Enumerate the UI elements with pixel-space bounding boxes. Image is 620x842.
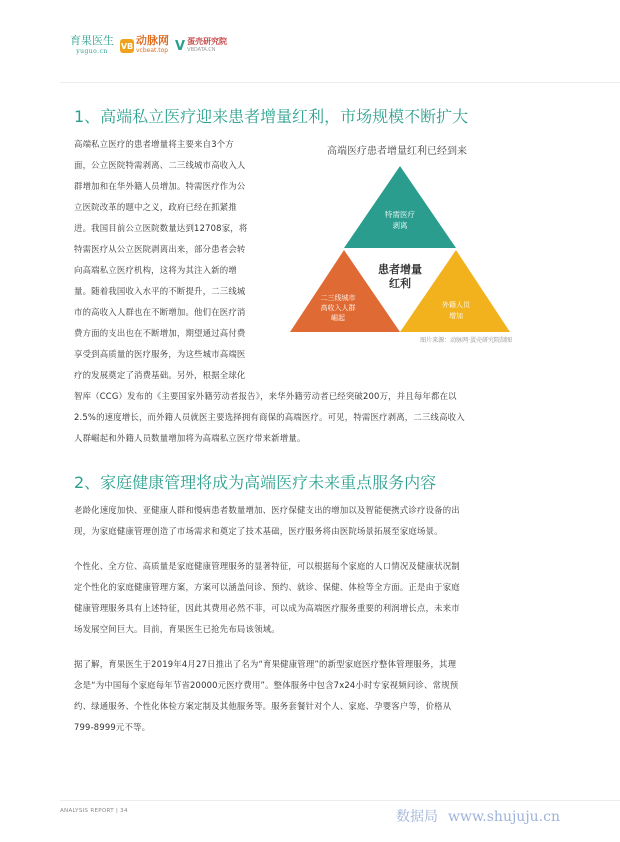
yuguo-logo bbox=[70, 35, 114, 57]
section1-title: 1、高端私立医疗迎来患者增量红利，市场规模不断扩大 bbox=[74, 107, 469, 126]
text-line: 现，为家庭健康管理创造了市场需求和奠定了技术基础，医疗服务将由医院场景拓展至家庭场景。 bbox=[74, 526, 443, 536]
text-line: 定个性化的家庭健康管理方案，方案可以涵盖问诊、预约、就诊、保健、体检等全方面。正是由于家庭 bbox=[74, 582, 460, 592]
text-line: 享受到高质量的医疗服务，为这些城市高端医 bbox=[74, 349, 246, 359]
text-line: 念是“为中国每个家庭每年节省20000元医疗费用”。整体服务中包含7x24小时专家视频问诊、常规预 bbox=[74, 680, 459, 690]
footer-divider bbox=[60, 800, 620, 801]
yuguo-logo-sub: yuguo.cn bbox=[76, 48, 108, 55]
text-line: 市的高收入人群也在不断增加。他们在医疗消 bbox=[74, 307, 246, 317]
text-line: 向高端私立医疗机构，这将为其注入新的增 bbox=[74, 265, 237, 275]
text-line: 特需医疗从公立医院剥离出来，部分患者会转 bbox=[74, 244, 246, 254]
vcbeat-logo-text: 动脉网 bbox=[136, 34, 169, 47]
text-line: 799-8999元不等。 bbox=[74, 722, 151, 732]
left-label-line3: 崛起 bbox=[331, 314, 345, 322]
text-line: 进。我国目前公立医院数量达到12708家，将 bbox=[74, 223, 248, 233]
text-line: 智库（CCG）发布的《主要国家外籍劳动者报告》，来华外籍劳动者已经突破200万，并且每年都在以 bbox=[74, 391, 457, 401]
triangle-top bbox=[344, 166, 456, 248]
footer-text: ANALYSIS REPORT | 34 bbox=[60, 808, 128, 814]
vbdata-logo-sub: VBDATA.CN bbox=[187, 47, 216, 53]
section2-paragraph-3 bbox=[74, 654, 544, 738]
text-line: 人群崛起和外籍人员数量增加将为高端私立医疗带来新增量。 bbox=[74, 433, 306, 443]
text-line: 量。随着我国收入水平的不断提升，二三线城 bbox=[74, 286, 246, 296]
text-line: 高端私立医疗的患者增量将主要来自3个方 bbox=[74, 139, 234, 149]
text-line: 据了解，育果医生于2019年4月27日推出了名为“育果健康管理”的新型家庭医疗整体管理服务，其理 bbox=[74, 659, 457, 669]
diagram-title: 高端医疗患者增量红利已经到来 bbox=[327, 146, 467, 157]
header-logos bbox=[70, 34, 227, 58]
watermark-url: www.shujuju.cn bbox=[448, 809, 560, 825]
right-label-line2: 增加 bbox=[449, 312, 463, 320]
center-label-line2: 红利 bbox=[389, 277, 411, 290]
divider bbox=[60, 82, 620, 83]
text-line: 健康管理服务具有上述特征，因此其费用必然不菲，可以成为高端医疗服务重要的利润增长点，未来市 bbox=[74, 603, 460, 613]
triangle-diagram bbox=[288, 160, 512, 336]
vcbeat-logo bbox=[120, 36, 169, 56]
text-line: 立医院改革的题中之义，政府已经在抓紧推 bbox=[74, 202, 237, 212]
text-line: 个性化、全方位、高质量是家庭健康管理服务的显著特征，可以根据每个家庭的人口情况及健康状况制 bbox=[74, 561, 460, 571]
vbdata-logo-text: 蛋壳研究院 bbox=[187, 37, 228, 46]
vbdata-logo-icon: V bbox=[175, 38, 186, 54]
vbdata-logo bbox=[175, 37, 227, 55]
text-line: 群增加和在华外籍人员增加。特需医疗作为公 bbox=[74, 181, 246, 191]
vcbeat-logo-sub: vcbeat.top bbox=[136, 47, 169, 54]
section2-paragraph-1 bbox=[74, 500, 544, 542]
text-line: 约、绿通服务、个性化体检方案定制及其他服务等。服务套餐针对个人、家庭、孕婴客户等，价格从 bbox=[74, 701, 452, 711]
top-label-line1: 特需医疗 bbox=[385, 210, 415, 219]
left-label-line2: 高收入人群 bbox=[320, 304, 356, 312]
vcbeat-logo-icon: VB bbox=[120, 39, 134, 53]
right-label-line1: 外籍人员 bbox=[442, 301, 470, 309]
center-label-line1: 患者增量 bbox=[378, 263, 422, 276]
text-line: 疗的发展奠定了消费基础。另外，根据全球化 bbox=[74, 370, 246, 380]
yuguo-logo-text: 育果医生 bbox=[70, 34, 114, 47]
image-source: 图片来源：动脉网·蛋壳研究院制图 bbox=[420, 337, 512, 344]
watermark bbox=[396, 806, 560, 826]
top-label-line2: 剥离 bbox=[392, 221, 408, 230]
text-line: 费方面的支出也在不断增加，期望通过高付费 bbox=[74, 328, 246, 338]
text-line: 面，公立医院特需剥离、二三线城市高收入人 bbox=[74, 160, 246, 170]
watermark-cn: 数据局 bbox=[396, 809, 438, 825]
text-line: 老龄化速度加快、亚健康人群和慢病患者数量增加、医疗保健支出的增加以及智能便携式诊疗设备的出 bbox=[74, 505, 460, 515]
section2-paragraph-2 bbox=[74, 556, 544, 640]
text-line: 场发展空间巨大。目前，育果医生已抢先布局该领域。 bbox=[74, 624, 280, 634]
section1-column-text bbox=[74, 134, 266, 386]
section1-full-text bbox=[74, 386, 544, 449]
section2-title: 2、家庭健康管理将成为高端医疗未来重点服务内容 bbox=[74, 473, 437, 492]
text-line: 2.5%的速度增长，而外籍人员就医主要选择拥有商保的高端医疗。可见，特需医疗剥离，二三线高收入 bbox=[74, 412, 465, 422]
left-label-line1: 二三线城市 bbox=[320, 294, 356, 302]
